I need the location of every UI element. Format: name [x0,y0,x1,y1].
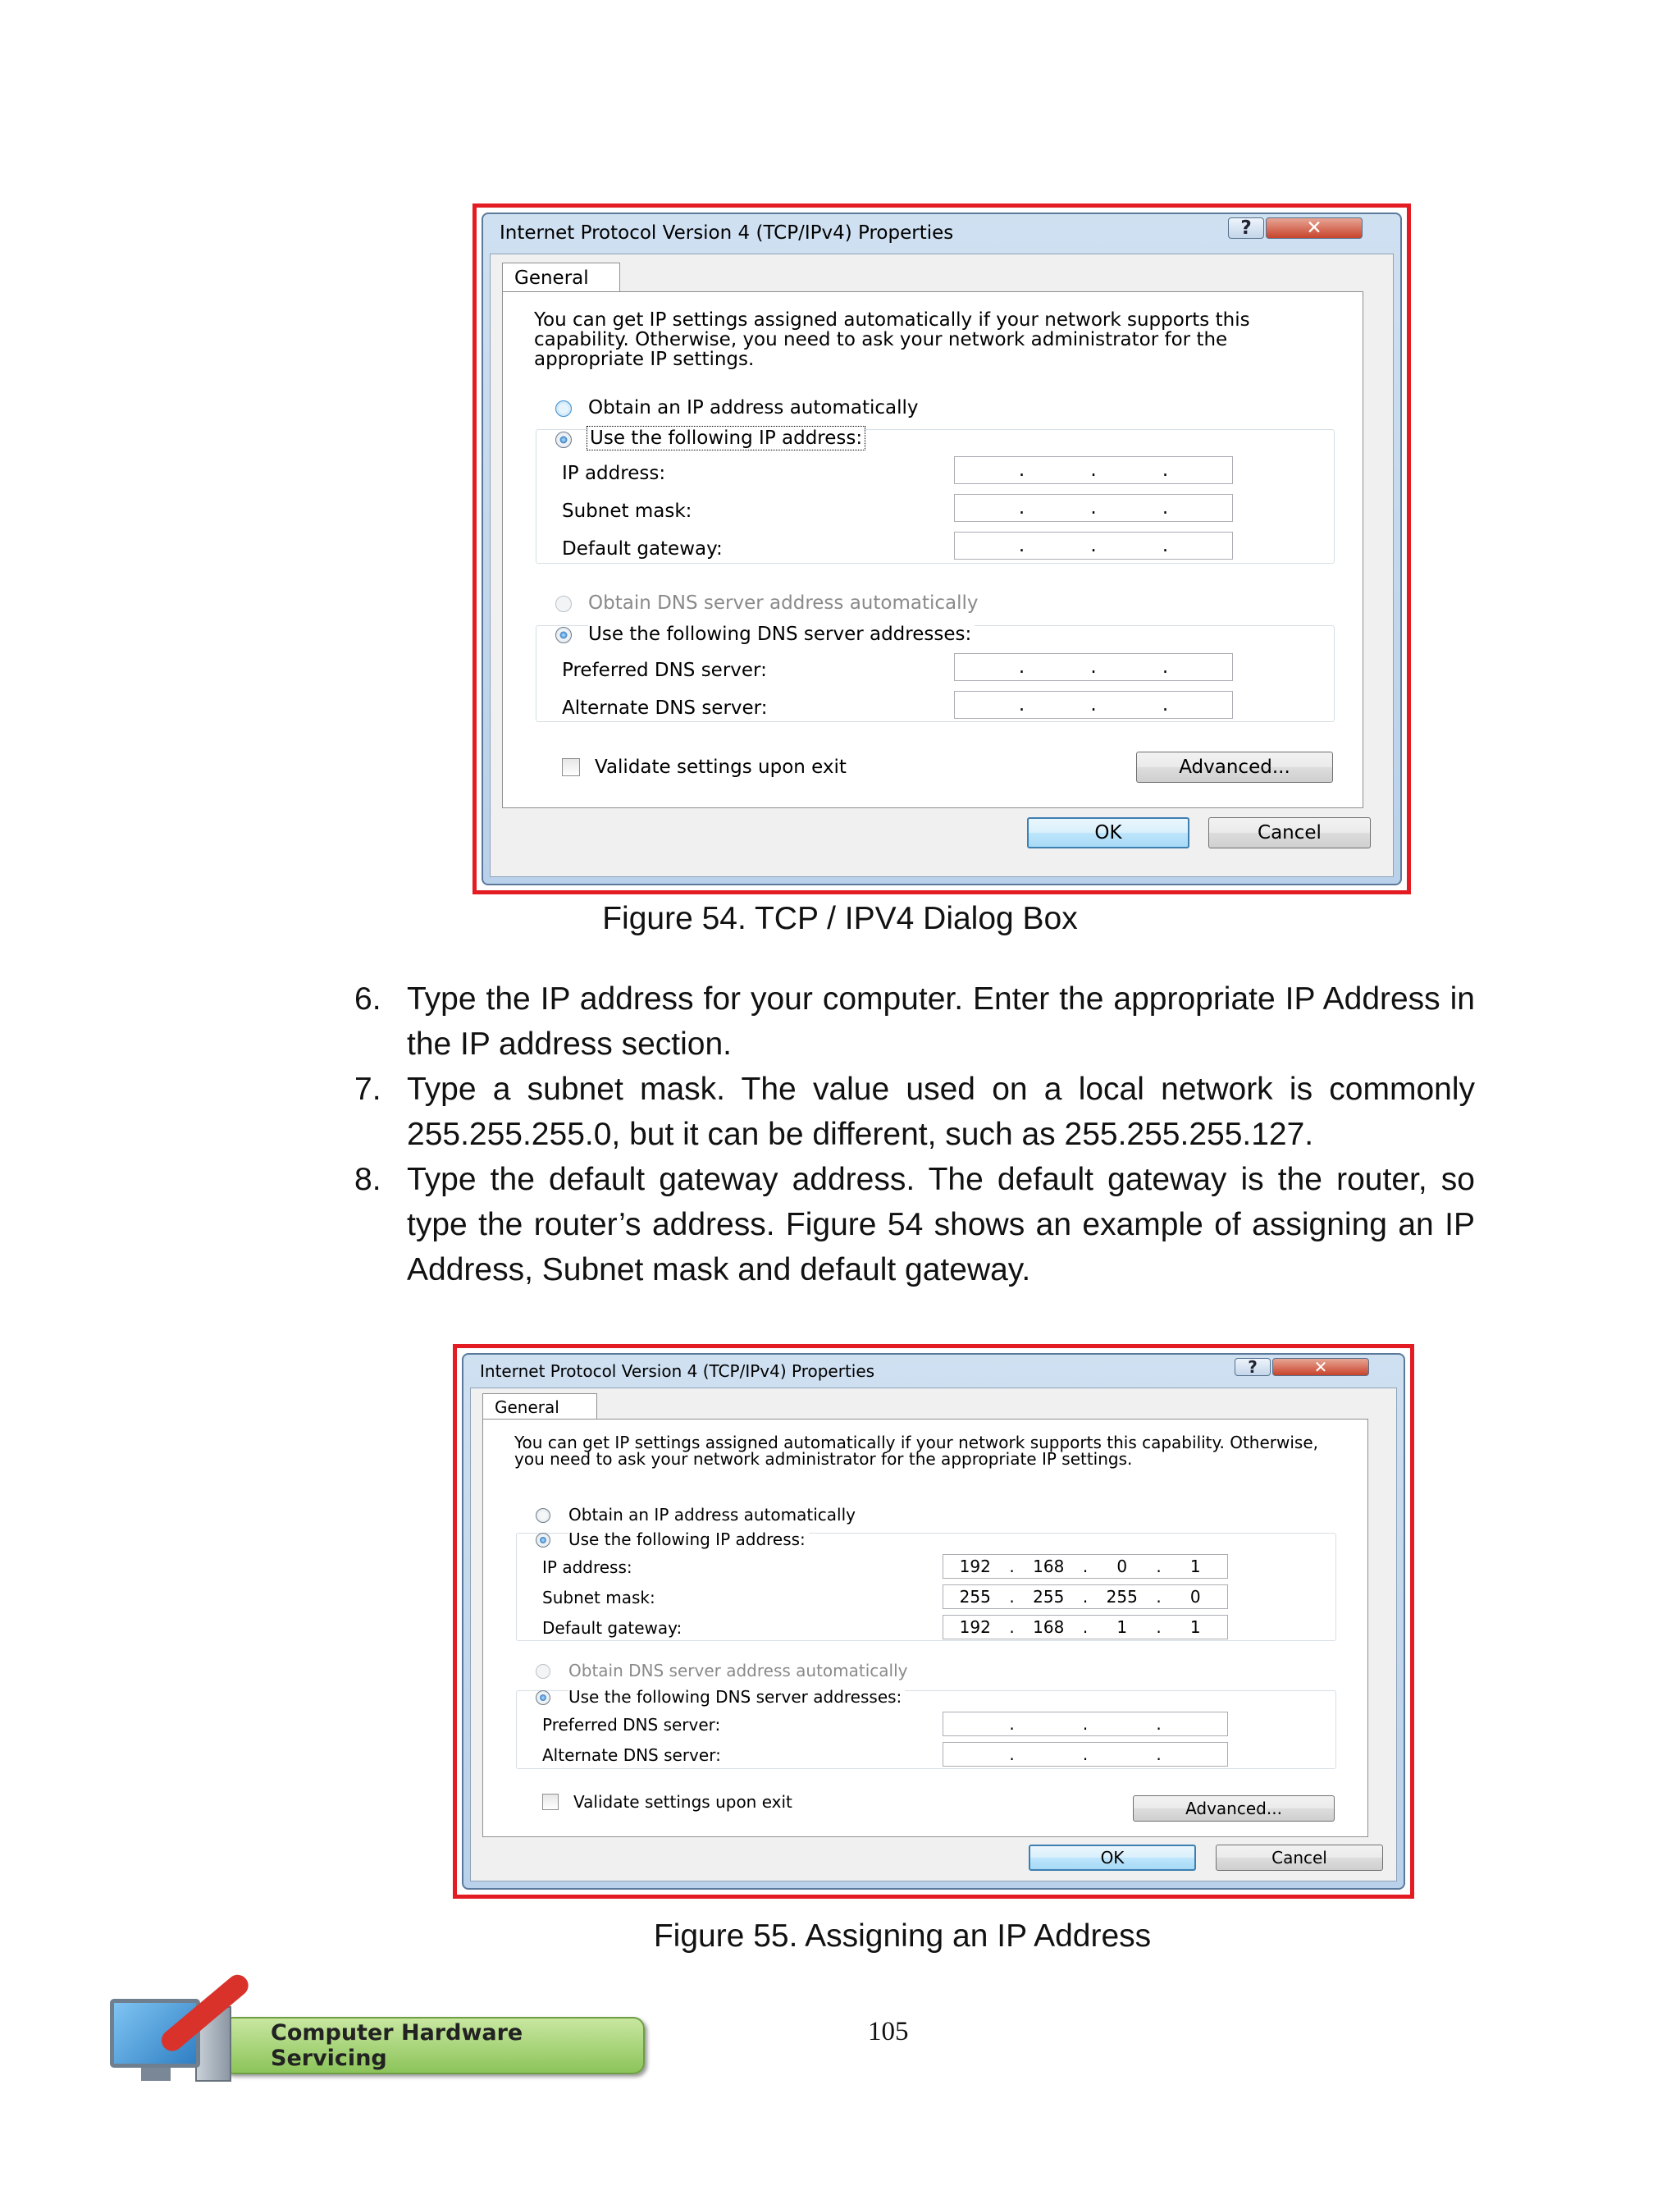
page-number: 105 [868,2017,909,2046]
close-icon: ✕ [1313,1357,1328,1377]
step-7-number: 7. [354,1072,381,1107]
use-following-dns-label: Use the following DNS server addresses: [588,624,975,645]
help-button[interactable] [1235,1358,1271,1376]
use-following-ip-radio[interactable] [555,432,572,448]
obtain-ip-auto-label: Obtain an IP address automatically [588,397,919,418]
close-icon: ✕ [1306,217,1322,239]
default-gateway-label: Default gateway: [562,538,723,560]
step-6-text: Type the IP address for your computer. Enter the appropriate IP Address in the IP address section. [407,981,1475,1062]
step-8 [354,1157,1475,1292]
tcpip-dialog-filled [462,1353,1405,1890]
use-following-dns-radio[interactable] [555,627,572,643]
figure-55-frame [453,1344,1414,1899]
subnet-mask-label: Subnet mask: [542,1588,655,1607]
general-panel [502,291,1363,808]
dialog-title: Internet Protocol Version 4 (TCP/IPv4) Properties [480,1361,875,1381]
ok-button[interactable]: OK [1027,817,1189,848]
subnet-mask-input[interactable]: 255 . 255 . 255 . 0 [943,1584,1228,1609]
alternate-dns-input[interactable]: . . . [943,1742,1228,1767]
dialog-title: Internet Protocol Version 4 (TCP/IPv4) Properties [500,222,954,244]
default-gateway-input[interactable]: 192 . 168 . 1 . 1 [943,1615,1228,1639]
monitor-stand-icon [141,2068,171,2081]
ip-address-input[interactable]: . . . [954,456,1233,484]
close-button[interactable] [1272,1358,1369,1376]
intro-text: You can get IP settings assigned automatically if your network supports this capability. Otherwise, you need to ask your network administrator for the appropriate IP settings. [514,1433,1318,1469]
figure-54-caption: Figure 54. TCP / IPV4 Dialog Box [602,901,1078,936]
figure-54-frame [472,203,1411,894]
tab-general[interactable] [502,263,620,292]
intro-text: You can get IP settings assigned automatically if your network supports this capability. Otherwise, you need to ask your network administrator for the appropriate IP settings. [534,309,1250,371]
cancel-button[interactable]: Cancel [1208,817,1371,848]
use-following-ip-radio[interactable] [536,1533,550,1548]
validate-checkbox[interactable] [562,758,580,776]
cancel-button[interactable]: Cancel [1216,1845,1383,1871]
preferred-dns-input[interactable]: . . . [954,653,1233,681]
validate-checkbox[interactable] [542,1794,559,1810]
dialog-client-area [470,1388,1397,1881]
step-6-number: 6. [354,981,381,1017]
close-button[interactable] [1266,217,1363,239]
dialog-titlebar [463,1355,1404,1388]
subnet-mask-label: Subnet mask: [562,501,692,522]
ip-address-input[interactable]: 192 . 168 . 0 . 1 [943,1554,1228,1579]
tab-general-label: General [514,267,589,289]
advanced-button[interactable]: Advanced... [1136,752,1333,783]
steps-list [354,976,1475,1292]
preferred-dns-label: Preferred DNS server: [542,1715,721,1735]
step-7 [354,1067,1475,1157]
help-button[interactable] [1228,217,1264,239]
step-8-text: Type the default gateway address. The default gateway is the router, so type the router’s address. Figure 54 shows an example of assigning an IP Address, Subnet mask and default gateway. [407,1162,1475,1287]
tab-general-label: General [495,1397,559,1417]
preferred-dns-input[interactable]: . . . [943,1712,1228,1736]
step-6 [354,976,1475,1067]
ok-button[interactable]: OK [1029,1845,1196,1871]
alternate-dns-label: Alternate DNS server: [542,1745,721,1765]
validate-label: Validate settings upon exit [595,757,847,778]
alternate-dns-input[interactable]: . . . [954,691,1233,719]
default-gateway-input[interactable]: . . . [954,532,1233,560]
validate-label: Validate settings upon exit [573,1792,792,1812]
use-following-dns-radio[interactable] [536,1690,550,1705]
ip-address-label: IP address: [562,463,666,484]
advanced-button[interactable]: Advanced... [1133,1795,1335,1822]
dialog-titlebar [483,214,1400,252]
use-following-ip-label: Use the following IP address: [568,1529,809,1549]
help-icon: ? [1240,217,1252,239]
tab-general[interactable] [482,1393,597,1420]
obtain-dns-auto-radio[interactable] [555,596,572,612]
step-7-text: Type a subnet mask. The value used on a local network is commonly 255.255.255.0, but it can be different, such as 255.255.255.127. [407,1072,1475,1152]
general-panel [482,1419,1368,1837]
dialog-client-area [490,254,1394,877]
help-icon: ? [1248,1357,1258,1377]
use-following-dns-label: Use the following DNS server addresses: [568,1687,905,1707]
step-8-number: 8. [354,1162,381,1197]
obtain-ip-auto-radio[interactable] [555,400,572,417]
use-following-ip-label: Use the following IP address: [590,427,863,449]
preferred-dns-label: Preferred DNS server: [562,660,767,681]
subnet-mask-input[interactable]: . . . [954,494,1233,522]
figure-55-caption: Figure 55. Assigning an IP Address [653,1918,1152,1954]
obtain-dns-auto-radio[interactable] [536,1664,550,1679]
obtain-ip-auto-radio[interactable] [536,1508,550,1523]
footer-logo-banner [221,2017,645,2074]
obtain-ip-auto-label: Obtain an IP address automatically [568,1505,856,1525]
obtain-dns-auto-label: Obtain DNS server address automatically [588,592,979,614]
default-gateway-label: Default gateway: [542,1618,682,1638]
obtain-dns-auto-label: Obtain DNS server address automatically [568,1661,908,1680]
ip-address-label: IP address: [542,1557,632,1577]
alternate-dns-label: Alternate DNS server: [562,697,768,719]
footer-logo-text: Computer Hardware Servicing [271,2020,523,2071]
tcpip-dialog [482,213,1402,885]
